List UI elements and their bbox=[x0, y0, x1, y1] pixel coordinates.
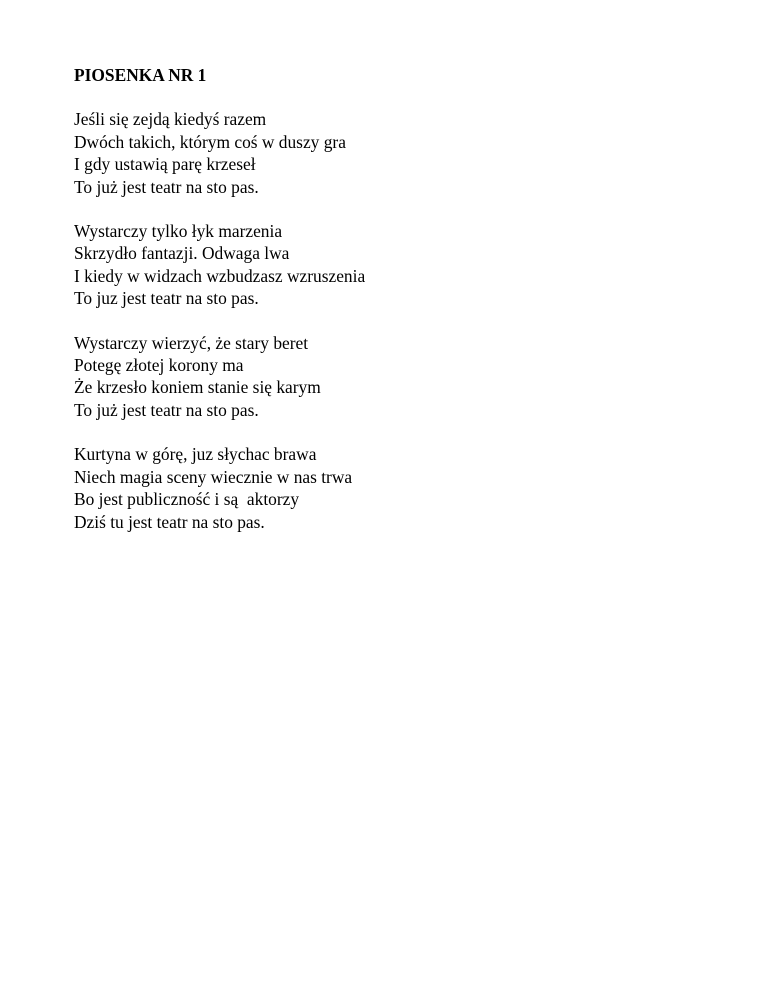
verse-line: Kurtyna w górę, juz słychac brawa bbox=[74, 444, 317, 465]
verse-line: I gdy ustawią parę krzeseł bbox=[74, 154, 256, 175]
stanza-3 bbox=[74, 332, 734, 422]
verse-line: To już jest teatr na sto pas. bbox=[74, 176, 259, 197]
verse-line: I kiedy w widzach wzbudzasz wzruszenia bbox=[74, 265, 366, 286]
song-text bbox=[74, 64, 734, 555]
song-title: PIOSENKA NR 1 bbox=[74, 65, 207, 85]
verse-line: Wystarczy wierzyć, że stary beret bbox=[74, 332, 309, 353]
stanza-2 bbox=[74, 220, 734, 310]
verse-line: Dwóch takich, którym coś w duszy gra bbox=[74, 131, 346, 152]
verse-line: Potegę złotej korony ma bbox=[74, 355, 244, 376]
verse-line: Niech magia sceny wiecznie w nas trwa bbox=[74, 466, 353, 487]
verse-line: Dziś tu jest teatr na sto pas. bbox=[74, 511, 265, 532]
verse-line: Jeśli się zejdą kiedyś razem bbox=[74, 109, 267, 130]
verse-line: To juz jest teatr na sto pas. bbox=[74, 288, 259, 309]
verse-line: Wystarczy tylko łyk marzenia bbox=[74, 221, 283, 242]
verse-line: Skrzydło fantazji. Odwaga lwa bbox=[74, 243, 290, 264]
stanza-4 bbox=[74, 443, 734, 533]
stanza-1 bbox=[74, 108, 734, 198]
verse-line: Bo jest publiczność i są aktorzy bbox=[74, 489, 300, 510]
verse-line: Że krzesło koniem stanie się karym bbox=[74, 377, 321, 398]
verse-line: To już jest teatr na sto pas. bbox=[74, 399, 259, 420]
